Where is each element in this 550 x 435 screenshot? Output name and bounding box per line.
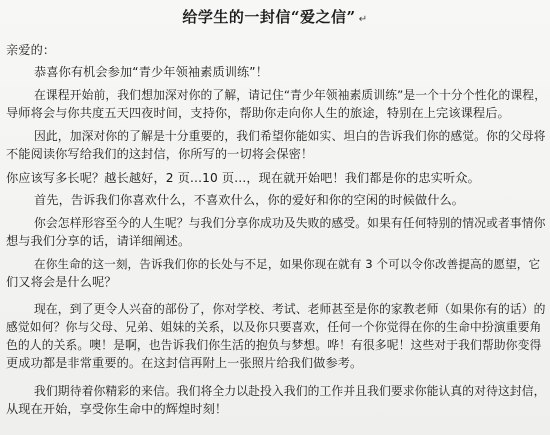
letter-line: 亲爱的： bbox=[6, 43, 56, 57]
paragraph-mark: ↵ bbox=[358, 14, 368, 25]
letter-line-text: 现在，到了更令人兴奋的部份了，你对学校、考试、老师甚至是你的家教老师（如果你有的话）的 bbox=[34, 302, 546, 316]
letter-line bbox=[34, 128, 546, 144]
letter-line bbox=[6, 355, 546, 371]
letter-line-text: 恭喜你有机会参加“青少年领袖素质训练”！ bbox=[34, 65, 269, 79]
letter-line-text: 在你生命的这一刻，告诉我们你的长处与不足，如果你现在就有 3 个可以令你改善提高的愿望，它 bbox=[34, 257, 541, 271]
letter-line-text: 你会怎样形容至今的人生呢？与我们分享你成功及失败的感受。如果有任何特别的情况或者事情你 bbox=[34, 216, 546, 230]
letter-line bbox=[6, 146, 546, 162]
letter-line bbox=[6, 319, 546, 335]
letter-line-text: 因此，加深对你的了解是十分重要的，我们希望你能如实、坦白的告诉我们你的感觉。你的父母将 bbox=[34, 129, 546, 143]
letter-line bbox=[6, 337, 546, 353]
letter-line bbox=[6, 233, 546, 249]
letter-line-text: 首先，告诉我们你喜欢什么，不喜欢什么，你的爱好和你的空闲的时候做什么。 bbox=[34, 193, 465, 207]
letter-line-text: 更成功都是非常重要的。在这封信再附上一张照片给我们做参考。 bbox=[6, 356, 363, 370]
letter-line bbox=[34, 383, 546, 399]
letter-line bbox=[34, 256, 546, 272]
letter-line bbox=[34, 192, 546, 208]
letter-line bbox=[6, 274, 546, 290]
letter-line bbox=[6, 170, 546, 186]
letter-line-text: 你应该写多长呢？越长越好，2 页…10 页…，现在就开始吧！我们都是你的忠实听众。 bbox=[6, 171, 480, 185]
letter-line bbox=[6, 105, 546, 121]
letter-line bbox=[34, 215, 546, 231]
letter-closing bbox=[6, 401, 546, 417]
letter-line bbox=[34, 87, 546, 103]
letter-line-text: 色的人的关系。噢！是啊，也告诉我们你生活的抱负与梦想。哗！有很多呢！这些对于我们帮助你变得 bbox=[6, 338, 542, 352]
letter-line-text: 在课程开始前，我们想加深对你的了解，请记住“青少年领袖素质训练”是一个十分个性化的课程， bbox=[34, 88, 547, 102]
letter-line-text: 们又将会是什么呢？ bbox=[6, 275, 117, 289]
letter-line-text: 想与我们分享的话，请详细阐述。 bbox=[6, 234, 191, 248]
letter-line-text: 从现在开始，享受你生命中的辉煌时刻！ bbox=[6, 402, 228, 416]
letter-title-text: 给学生的一封信“爱之信” bbox=[182, 8, 356, 26]
letter-salutation bbox=[6, 42, 546, 58]
letter-line bbox=[34, 301, 546, 317]
letter-line-text: 不能阅读你写给我们的这封信，你所写的一切将会保密！ bbox=[6, 147, 314, 161]
letter-line-text: 感觉如何？你与父母、兄弟、姐妹的关系，以及你只要喜欢，任何一个你觉得在你的生命中扮演重要角 bbox=[6, 320, 542, 334]
letter-line-text: 我们期待着你精彩的来信。我们将全力以赴投入我们的工作并且我们要求你能认真的对待这封信， bbox=[34, 384, 546, 398]
letter-line bbox=[34, 64, 546, 80]
letter-line-text: 导师将会与你共度五天四夜时间，支持你，帮助你走向你人生的旅途，特别在上完该课程后。 bbox=[6, 106, 510, 120]
letter-title bbox=[0, 7, 550, 30]
